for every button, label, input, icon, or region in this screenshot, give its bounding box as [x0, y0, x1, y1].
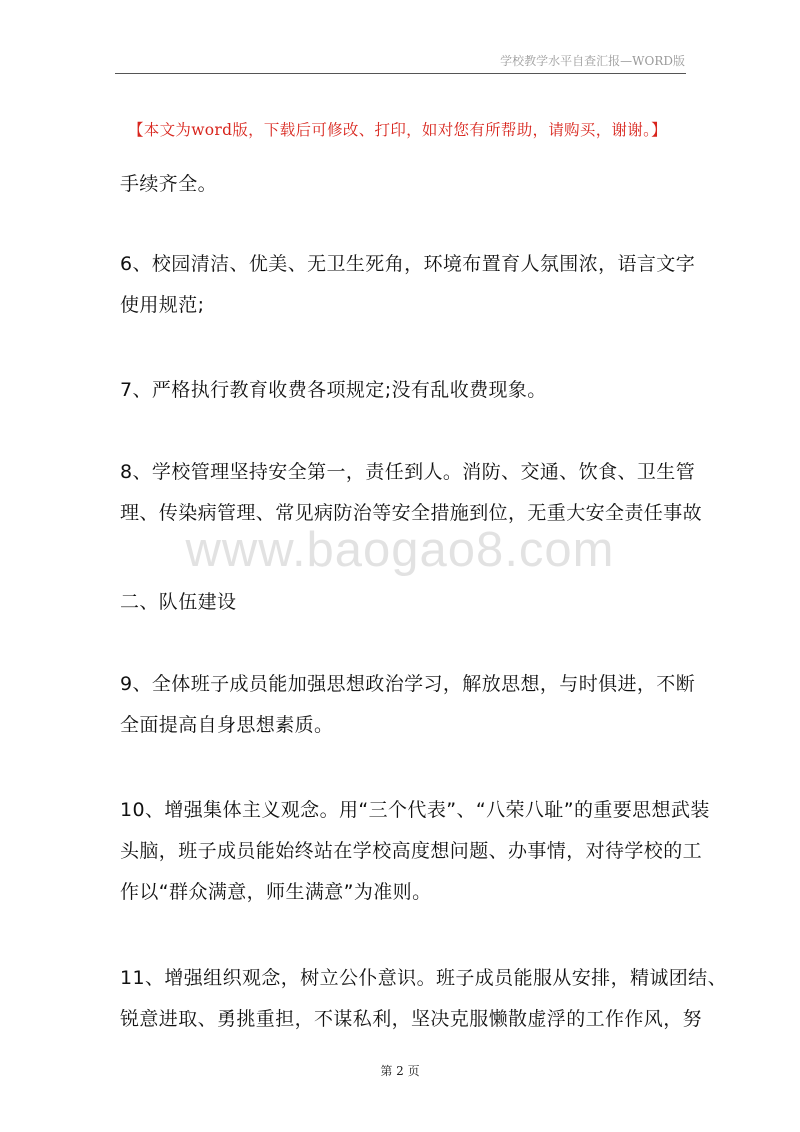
paragraph-item-8	[120, 452, 703, 534]
text-line: 6、校园清洁、优美、无卫生死角，环境布置育人氛围浓，语言文字	[120, 253, 696, 275]
paragraph-item-10	[120, 790, 710, 913]
text-line: 全面提高自身思想素质。	[120, 714, 334, 736]
text-line: 锐意进取、勇挑重担，不谋私利，坚决克服懒散虚浮的工作作风，努	[120, 1008, 703, 1030]
text-line: 使用规范;	[120, 294, 205, 316]
text-line: 作以“群众满意，师生满意”为准则。	[120, 881, 432, 903]
section-heading-team-building	[120, 582, 690, 623]
paragraph-item-9	[120, 664, 696, 746]
text-line: 9、全体班子成员能加强思想政治学习，解放思想，与时俱进，不断	[120, 673, 696, 695]
text-line: 11、增强组织观念，树立公仆意识。班子成员能服从安排，精诚团结、	[120, 967, 727, 989]
text-line: 10、增强集体主义观念。用“三个代表”、“八荣八耻”的重要思想武装	[120, 799, 710, 821]
section-heading: 二、队伍建设	[120, 591, 237, 613]
page-header-title: 学校教学水平自查汇报—WORD版	[500, 54, 685, 68]
text-line: 理、传染病管理、常见病防治等安全措施到位，无重大安全责任事故	[120, 502, 703, 524]
paragraph-item-6	[120, 244, 696, 326]
paragraph-continuation	[120, 164, 690, 205]
download-notice: 【本文为word版，下载后可修改、打印，如对您有所帮助，请购买，谢谢。】	[128, 121, 667, 139]
text-line: 8、学校管理坚持安全第一，责任到人。消防、交通、饮食、卫生管	[120, 461, 696, 483]
paragraph-item-7	[120, 370, 690, 411]
page-number: 第 2 页	[380, 1064, 420, 1078]
header-divider	[115, 73, 686, 74]
paragraph-item-11	[120, 958, 727, 1040]
watermark-text: www.baogao8.com	[185, 523, 615, 577]
text-line: 头脑，班子成员能始终站在学校高度想问题、办事情，对待学校的工	[120, 840, 703, 862]
text-line: 手续齐全。	[120, 173, 218, 195]
text-line: 7、严格执行教育收费各项规定;没有乱收费现象。	[120, 379, 547, 401]
